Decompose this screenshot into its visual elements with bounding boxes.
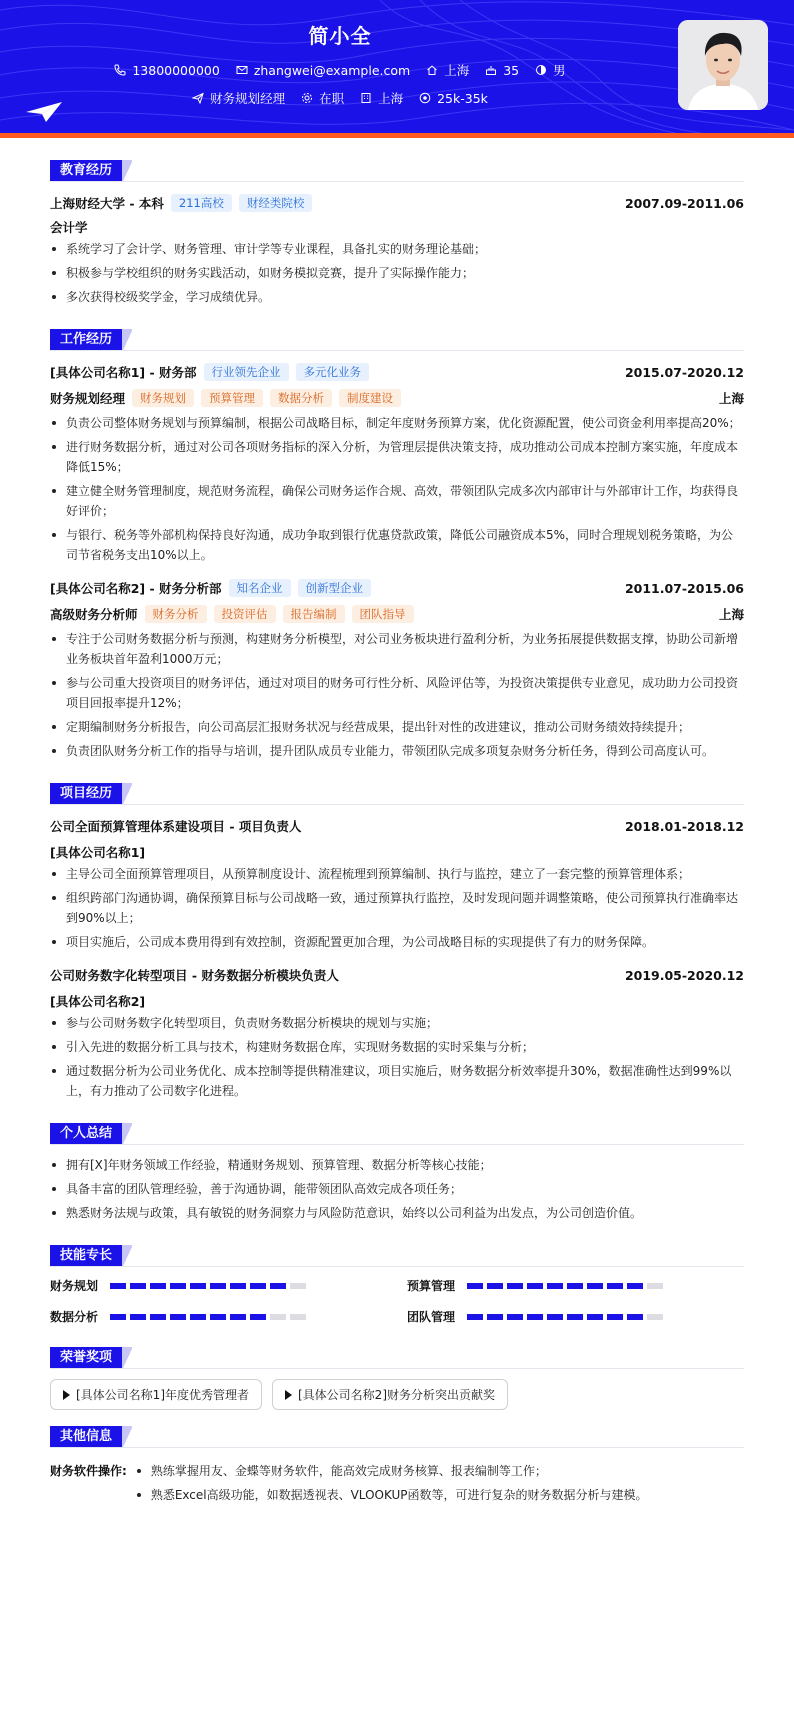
list-item: 专注于公司财务数据分析与预测，构建财务分析模型，对公司业务板块进行盈利分析，为业务拓展提供数据支撑，协助公司新增业务板块首年盈利1000万元；: [50, 629, 744, 669]
email-text: zhangwei@example.com: [253, 62, 411, 78]
skill-level-bar: [467, 1283, 663, 1289]
section-header: [50, 1426, 744, 1448]
skill-segment-filled: [507, 1314, 523, 1320]
section-title: 荣誉奖项: [50, 1347, 122, 1368]
work-location: 上海: [718, 607, 744, 622]
skill-segment-empty: [290, 1283, 306, 1289]
list-item: 拥有[X]年财务领域工作经验，精通财务规划、预算管理、数据分析等核心技能；: [50, 1155, 744, 1175]
skill-segment-filled: [210, 1283, 226, 1289]
candidate-name: 简小全: [308, 24, 372, 48]
money-icon: [419, 92, 431, 104]
skill-segment-empty: [290, 1314, 306, 1320]
list-item: 系统学习了会计学、财务管理、审计学等专业课程，具备扎实的财务理论基础；: [50, 239, 744, 259]
skill-segment-filled: [487, 1283, 503, 1289]
skill-segment-filled: [627, 1314, 643, 1320]
award-text: [具体公司名称1]年度优秀管理者: [76, 1388, 249, 1402]
skill-segment-filled: [270, 1283, 286, 1289]
home-icon: [426, 64, 438, 76]
list-item: 引入先进的数据分析工具与技术，构建财务数据仓库，实现财务数据的实时采集与分析；: [50, 1037, 744, 1057]
skills-grid: [50, 1277, 744, 1325]
play-icon: [63, 1390, 70, 1400]
company-tag: 创新型企业: [298, 579, 372, 597]
send-icon: [192, 92, 204, 104]
section-header: [50, 160, 744, 182]
skill-segment-filled: [527, 1283, 543, 1289]
other-bullets: [135, 1458, 744, 1509]
list-item: 参与公司重大投资项目的财务评估，通过对项目的财务可行性分析、风险评估等，为投资决策提供专业意见，成功助力公司投资项目回报率提升12%；: [50, 673, 744, 713]
section-title: 工作经历: [50, 329, 122, 350]
skill-tag: 财务规划: [132, 389, 194, 407]
skill-segment-filled: [170, 1283, 186, 1289]
play-icon: [285, 1390, 292, 1400]
list-item: 多次获得校级奖学金，学习成绩优异。: [50, 287, 744, 307]
skill-segment-filled: [230, 1283, 246, 1289]
skill-segment-empty: [647, 1314, 663, 1320]
company-tag: 行业领先企业: [204, 363, 289, 381]
project-bullets: [50, 1013, 744, 1101]
age-text: 35: [503, 62, 520, 78]
status-text: 在职: [319, 91, 345, 106]
skill-tag: 投资评估: [214, 605, 276, 623]
company-tag: 多元化业务: [296, 363, 370, 381]
skill-segment-filled: [487, 1314, 503, 1320]
salary-item: [419, 91, 488, 106]
skill-name: 预算管理: [407, 1279, 456, 1293]
skill-name: 财务规划: [50, 1279, 99, 1293]
project-bullets: [50, 864, 744, 952]
job-text: 财务规划经理: [210, 91, 286, 106]
status-item: [301, 89, 344, 107]
list-item: 负责公司整体财务规划与预算编制，根据公司战略目标，制定年度财务预算方案，优化资源配置，使公司资金利用率提高20%；: [50, 413, 744, 433]
phone-item: [114, 63, 219, 78]
paper-plane-icon: [24, 100, 64, 124]
skill-level-bar: [467, 1314, 663, 1320]
gender-item: [535, 61, 566, 79]
list-item: 进行财务数据分析，通过对公司各项财务指标的深入分析，为管理层提供决策支持，成功推动公司成本控制方案实施，年度成本降低15%；: [50, 437, 744, 477]
list-item: 组织跨部门沟通协调，确保预算目标与公司战略一致，通过预算执行监控，及时发现问题并调整策略，使公司预算执行准确率达到90%以上；: [50, 888, 744, 928]
award-item: [50, 1379, 262, 1410]
target-city-text: 上海: [378, 91, 404, 106]
company-name: [具体公司名称2] - 财务分析部: [50, 581, 222, 596]
gender-text: 男: [553, 63, 566, 78]
work-section: [50, 329, 744, 761]
list-item: 项目实施后，公司成本费用得到有效控制，资源配置更加合理，为公司战略目标的实现提供了有力的财务保障。: [50, 932, 744, 952]
education-entry: [50, 192, 744, 307]
contact-row: [0, 61, 680, 79]
section-header: [50, 783, 744, 805]
skill-segment-filled: [467, 1283, 483, 1289]
awards-section: [50, 1347, 744, 1410]
skill-name: 团队管理: [407, 1310, 456, 1324]
school-name: 上海财经大学 - 本科: [50, 196, 164, 211]
list-item: 负责团队财务分析工作的指导与培训，提升团队成员专业能力，带领团队完成多项复杂财务分析任务，得到公司高度认可。: [50, 741, 744, 761]
age-item: [485, 63, 519, 78]
award-item: [272, 1379, 508, 1410]
phone-text: 13800000000: [132, 62, 220, 78]
email-item: [236, 63, 410, 78]
school-tag: 211高校: [171, 194, 232, 212]
skill-tag: 报告编制: [283, 605, 345, 623]
work-bullets: [50, 629, 744, 761]
list-item: 熟练掌握用友、金蝶等财务软件，能高效完成财务核算、报表编制等工作；: [135, 1461, 744, 1481]
section-header: [50, 1347, 744, 1369]
skill-level-bar: [110, 1283, 306, 1289]
resume-body: [0, 160, 794, 1509]
list-item: 通过数据分析为公司业务优化、成本控制等提供精准建议，项目实施后，财务数据分析效率提升30%，数据准确性达到99%以上，有力推动了公司数字化进程。: [50, 1061, 744, 1101]
section-title: 项目经历: [50, 783, 122, 804]
skill-segment-filled: [507, 1283, 523, 1289]
project-section: [50, 783, 744, 1101]
section-title: 技能专长: [50, 1245, 122, 1266]
list-item: 具备丰富的团队管理经验，善于沟通协调，能带领团队高效完成各项任务；: [50, 1179, 744, 1199]
other-label: 财务软件操作:: [50, 1464, 127, 1478]
skill-item: [407, 1308, 744, 1325]
gender-icon: [535, 64, 547, 76]
skill-tag: 预算管理: [201, 389, 263, 407]
skill-segment-filled: [110, 1314, 126, 1320]
skill-tag: 数据分析: [270, 389, 332, 407]
city-item: [426, 61, 469, 79]
portrait-image: [678, 20, 768, 110]
skill-segment-filled: [547, 1314, 563, 1320]
section-title: 教育经历: [50, 160, 122, 181]
list-item: 熟悉财务法规与政策，具有敏锐的财务洞察力与风险防范意识，始终以公司利益为出发点，为公司创造价值。: [50, 1203, 744, 1223]
skill-segment-empty: [647, 1283, 663, 1289]
award-text: [具体公司名称2]财务分析突出贡献奖: [298, 1388, 495, 1402]
project-entry: [50, 815, 744, 952]
skill-segment-filled: [567, 1314, 583, 1320]
work-entry: [50, 577, 744, 761]
skill-segment-filled: [190, 1314, 206, 1320]
company-tag: 知名企业: [229, 579, 291, 597]
phone-icon: [114, 64, 126, 76]
skill-segment-filled: [190, 1283, 206, 1289]
skill-segment-filled: [627, 1283, 643, 1289]
major: 会计学: [50, 220, 88, 235]
skill-segment-filled: [250, 1283, 266, 1289]
project-date: 2018.01-2018.12: [624, 818, 744, 834]
skill-segment-filled: [150, 1314, 166, 1320]
skill-segment-filled: [150, 1283, 166, 1289]
cake-icon: [485, 64, 497, 76]
skill-item: [50, 1308, 387, 1325]
skill-name: 数据分析: [50, 1310, 99, 1324]
list-item: 参与公司财务数字化转型项目，负责财务数据分析模块的规划与实施；: [50, 1013, 744, 1033]
header-accent-stripe: [0, 133, 794, 138]
work-date: 2015.07-2020.12: [624, 364, 744, 380]
awards-list: [50, 1379, 744, 1410]
skill-segment-filled: [527, 1314, 543, 1320]
project-entry: [50, 964, 744, 1101]
education-bullets: [50, 239, 744, 307]
education-section: [50, 160, 744, 307]
company-name: [具体公司名称1] - 财务部: [50, 365, 197, 380]
list-item: 积极参与学校组织的财务实践活动，如财务模拟竞赛，提升了实际操作能力；: [50, 263, 744, 283]
target-city-item: [360, 89, 403, 107]
section-header: [50, 1245, 744, 1267]
skill-tag: 制度建设: [339, 389, 401, 407]
work-date: 2011.07-2015.06: [624, 580, 744, 596]
salary-text: 25k-35k: [437, 90, 488, 106]
project-company: [具体公司名称2]: [50, 994, 146, 1009]
skill-segment-filled: [547, 1283, 563, 1289]
mail-icon: [236, 64, 248, 76]
building-icon: [360, 92, 372, 104]
city-text: 上海: [444, 63, 470, 78]
section-title: 其他信息: [50, 1426, 122, 1447]
skill-tag: 团队指导: [352, 605, 414, 623]
job-role: 财务规划经理: [50, 391, 126, 406]
work-bullets: [50, 413, 744, 565]
other-section: [50, 1426, 744, 1509]
list-item: 建立健全财务管理制度，规范财务流程，确保公司财务运作合规、高效，带领团队完成多次内部审计与外部审计工作，均获得良好评价；: [50, 481, 744, 521]
work-entry: [50, 361, 744, 565]
skill-tag: 财务分析: [145, 605, 207, 623]
list-item: 熟悉Excel高级功能，如数据透视表、VLOOKUP函数等，可进行复杂的财务数据分析与建模。: [135, 1485, 744, 1505]
intent-row: [0, 89, 680, 107]
job-role: 高级财务分析师: [50, 607, 138, 622]
list-item: 定期编制财务分析报告，向公司高层汇报财务状况与经营成果，提出针对性的改进建议，推动公司财务绩效持续提升；: [50, 717, 744, 737]
section-title: 个人总结: [50, 1123, 122, 1144]
settings-icon: [301, 92, 313, 104]
summary-bullets: [50, 1155, 744, 1223]
school-tag: 财经类院校: [239, 194, 313, 212]
education-date: 2007.09-2011.06: [624, 195, 744, 211]
work-location: 上海: [718, 391, 744, 406]
section-header: [50, 1123, 744, 1145]
skill-segment-filled: [130, 1314, 146, 1320]
project-date: 2019.05-2020.12: [624, 967, 744, 983]
skill-segment-empty: [270, 1314, 286, 1320]
skill-level-bar: [110, 1314, 306, 1320]
skill-segment-filled: [467, 1314, 483, 1320]
avatar: [678, 20, 768, 110]
skill-segment-filled: [130, 1283, 146, 1289]
skills-section: [50, 1245, 744, 1325]
skill-segment-filled: [210, 1314, 226, 1320]
skill-segment-filled: [567, 1283, 583, 1289]
skill-segment-filled: [587, 1283, 603, 1289]
skill-segment-filled: [250, 1314, 266, 1320]
list-item: 与银行、税务等外部机构保持良好沟通，成功争取到银行优惠贷款政策，降低公司融资成本5%，同时合理规划税务策略，为公司节省税务支出10%以上。: [50, 525, 744, 565]
resume-header: [0, 0, 794, 138]
other-info: [50, 1458, 744, 1509]
project-company: [具体公司名称1]: [50, 845, 146, 860]
skill-segment-filled: [607, 1314, 623, 1320]
skill-segment-filled: [170, 1314, 186, 1320]
skill-segment-filled: [607, 1283, 623, 1289]
job-item: [192, 89, 285, 107]
skill-item: [50, 1277, 387, 1294]
project-title: 公司财务数字化转型项目 - 财务数据分析模块负责人: [50, 968, 339, 983]
section-header: [50, 329, 744, 351]
summary-section: [50, 1123, 744, 1223]
list-item: 主导公司全面预算管理项目，从预算制度设计、流程梳理到预算编制、执行与监控，建立了一套完整的预算管理体系；: [50, 864, 744, 884]
skill-segment-filled: [230, 1314, 246, 1320]
skill-segment-filled: [110, 1283, 126, 1289]
project-title: 公司全面预算管理体系建设项目 - 项目负责人: [50, 819, 302, 834]
skill-item: [407, 1277, 744, 1294]
skill-segment-filled: [587, 1314, 603, 1320]
